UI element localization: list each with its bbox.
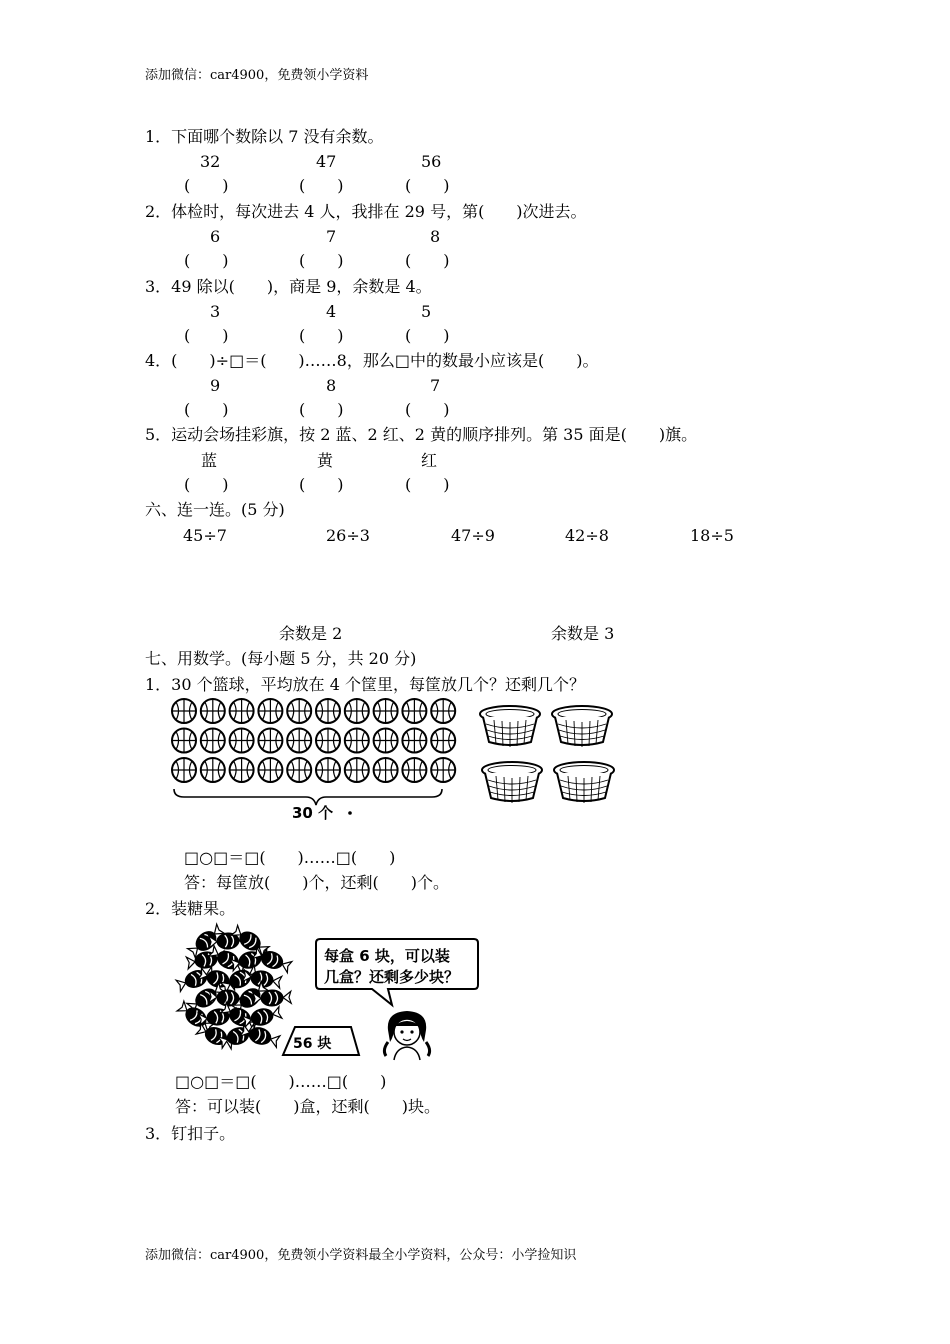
q5-option-a: 蓝 [201, 451, 218, 470]
question-1: 1．下面哪个数除以 7 没有余数。 [145, 127, 384, 146]
basketball-icon [258, 729, 282, 753]
page-footer: 添加微信：car4900，免费领小学资料最全小学资料，公众号：小学捡知识 [145, 1248, 577, 1263]
q3-option-b: 4 [326, 302, 337, 321]
q2-option-c: 8 [430, 227, 441, 246]
basketball-icon [316, 729, 340, 753]
basketball-icon [230, 729, 254, 753]
page-header: 添加微信：car4900，免费领小学资料 [145, 68, 369, 83]
q5-blank-b[interactable]: ( ) [299, 475, 344, 494]
problem-1-answer[interactable]: 答：每筐放( )个，还剩( )个。 [184, 873, 449, 892]
basketball-icon [287, 729, 311, 753]
q4-option-a: 9 [210, 376, 221, 395]
question-4: 4．( )÷□＝( )……8，那么□中的数最小应该是( )。 [145, 351, 599, 370]
basketball-icon [402, 699, 426, 723]
match-item-4[interactable]: 42÷8 [565, 526, 609, 545]
basketball-icon [431, 729, 455, 753]
question-2: 2．体检时，每次进去 4 人，我排在 29 号，第( )次进去。 [145, 202, 587, 221]
q1-blank-c[interactable]: ( ) [405, 176, 450, 195]
q3-option-a: 3 [210, 302, 221, 321]
basketball-icon [230, 758, 254, 782]
match-item-5[interactable]: 18÷5 [690, 526, 734, 545]
q4-option-c: 7 [430, 376, 441, 395]
basketball-icon [201, 699, 225, 723]
q3-blank-c[interactable]: ( ) [405, 326, 450, 345]
q4-blank-c[interactable]: ( ) [405, 400, 450, 419]
baskets-illustration [478, 704, 618, 806]
basketball-icon [431, 758, 455, 782]
problem-2: 2．装糖果。 [145, 899, 236, 918]
speech-bubble-line-1: 每盒 6 块，可以装 [324, 947, 450, 965]
problem-1: 1．30 个篮球，平均放在 4 个筐里，每筐放几个？还剩几个？ [145, 675, 585, 694]
speech-bubble-line-2: 几盒？还剩多少块？ [324, 968, 460, 986]
basketball-icon [316, 758, 340, 782]
q1-option-a: 32 [200, 152, 221, 171]
section-7-title: 七、用数学。(每小题 5 分，共 20 分) [145, 649, 417, 668]
match-target-remainder-2[interactable]: 余数是 2 [279, 624, 343, 643]
basketball-icon [345, 758, 369, 782]
basketball-icon [201, 758, 225, 782]
basketball-icon [345, 699, 369, 723]
basketball-icon [172, 758, 196, 782]
q2-option-b: 7 [326, 227, 337, 246]
q3-blank-b[interactable]: ( ) [299, 326, 344, 345]
match-target-remainder-3[interactable]: 余数是 3 [551, 624, 615, 643]
q5-blank-c[interactable]: ( ) [405, 475, 450, 494]
q4-option-b: 8 [326, 376, 337, 395]
candies-illustration [178, 927, 290, 1053]
q1-option-b: 47 [316, 152, 337, 171]
basketball-icon [287, 699, 311, 723]
problem-3: 3．钉扣子。 [145, 1124, 236, 1143]
match-item-3[interactable]: 47÷9 [451, 526, 495, 545]
problem-2-answer[interactable]: 答：可以装( )盒，还剩( )块。 [175, 1097, 440, 1116]
candy-count-label: 56 块 [293, 1036, 332, 1052]
q4-blank-a[interactable]: ( ) [184, 400, 229, 419]
basketball-icon [402, 758, 426, 782]
q2-option-a: 6 [210, 227, 221, 246]
q2-blank-a[interactable]: ( ) [184, 251, 229, 270]
basketball-icon [374, 758, 398, 782]
basketball-icon [431, 699, 455, 723]
question-5: 5．运动会场挂彩旗，按 2 蓝、2 红、2 黄的顺序排列。第 35 面是( )旗。 [145, 425, 698, 444]
match-item-2[interactable]: 26÷3 [326, 526, 370, 545]
q4-blank-b[interactable]: ( ) [299, 400, 344, 419]
basketball-icon [374, 699, 398, 723]
q2-blank-b[interactable]: ( ) [299, 251, 344, 270]
q1-blank-b[interactable]: ( ) [299, 176, 344, 195]
basketball-icon [230, 699, 254, 723]
section-6-title: 六、连一连。(5 分) [145, 500, 285, 519]
q1-option-c: 56 [421, 152, 442, 171]
q3-option-c: 5 [421, 302, 432, 321]
match-item-1[interactable]: 45÷7 [183, 526, 227, 545]
problem-2-equation[interactable]: □○□＝□( )……□( ) [175, 1072, 387, 1091]
basketball-icon [374, 729, 398, 753]
question-3: 3．49 除以( )，商是 9，余数是 4。 [145, 277, 432, 296]
basketball-icon [258, 758, 282, 782]
basketball-count-label: 30 个 [292, 804, 334, 822]
q3-blank-a[interactable]: ( ) [184, 326, 229, 345]
basketball-icon [201, 729, 225, 753]
dot [348, 811, 352, 815]
q5-blank-a[interactable]: ( ) [184, 475, 229, 494]
q2-blank-c[interactable]: ( ) [405, 251, 450, 270]
q1-blank-a[interactable]: ( ) [184, 176, 229, 195]
problem-1-equation[interactable]: □○□＝□( )……□( ) [184, 848, 396, 867]
basketball-icon [345, 729, 369, 753]
basketball-icon [172, 729, 196, 753]
basketball-icon [402, 729, 426, 753]
girl-icon [380, 1008, 434, 1060]
q5-option-c: 红 [421, 451, 438, 470]
basketball-icon [287, 758, 311, 782]
basketball-icon [316, 699, 340, 723]
q5-option-b: 黄 [317, 451, 334, 470]
basketball-icon [172, 699, 196, 723]
basketball-icon [258, 699, 282, 723]
